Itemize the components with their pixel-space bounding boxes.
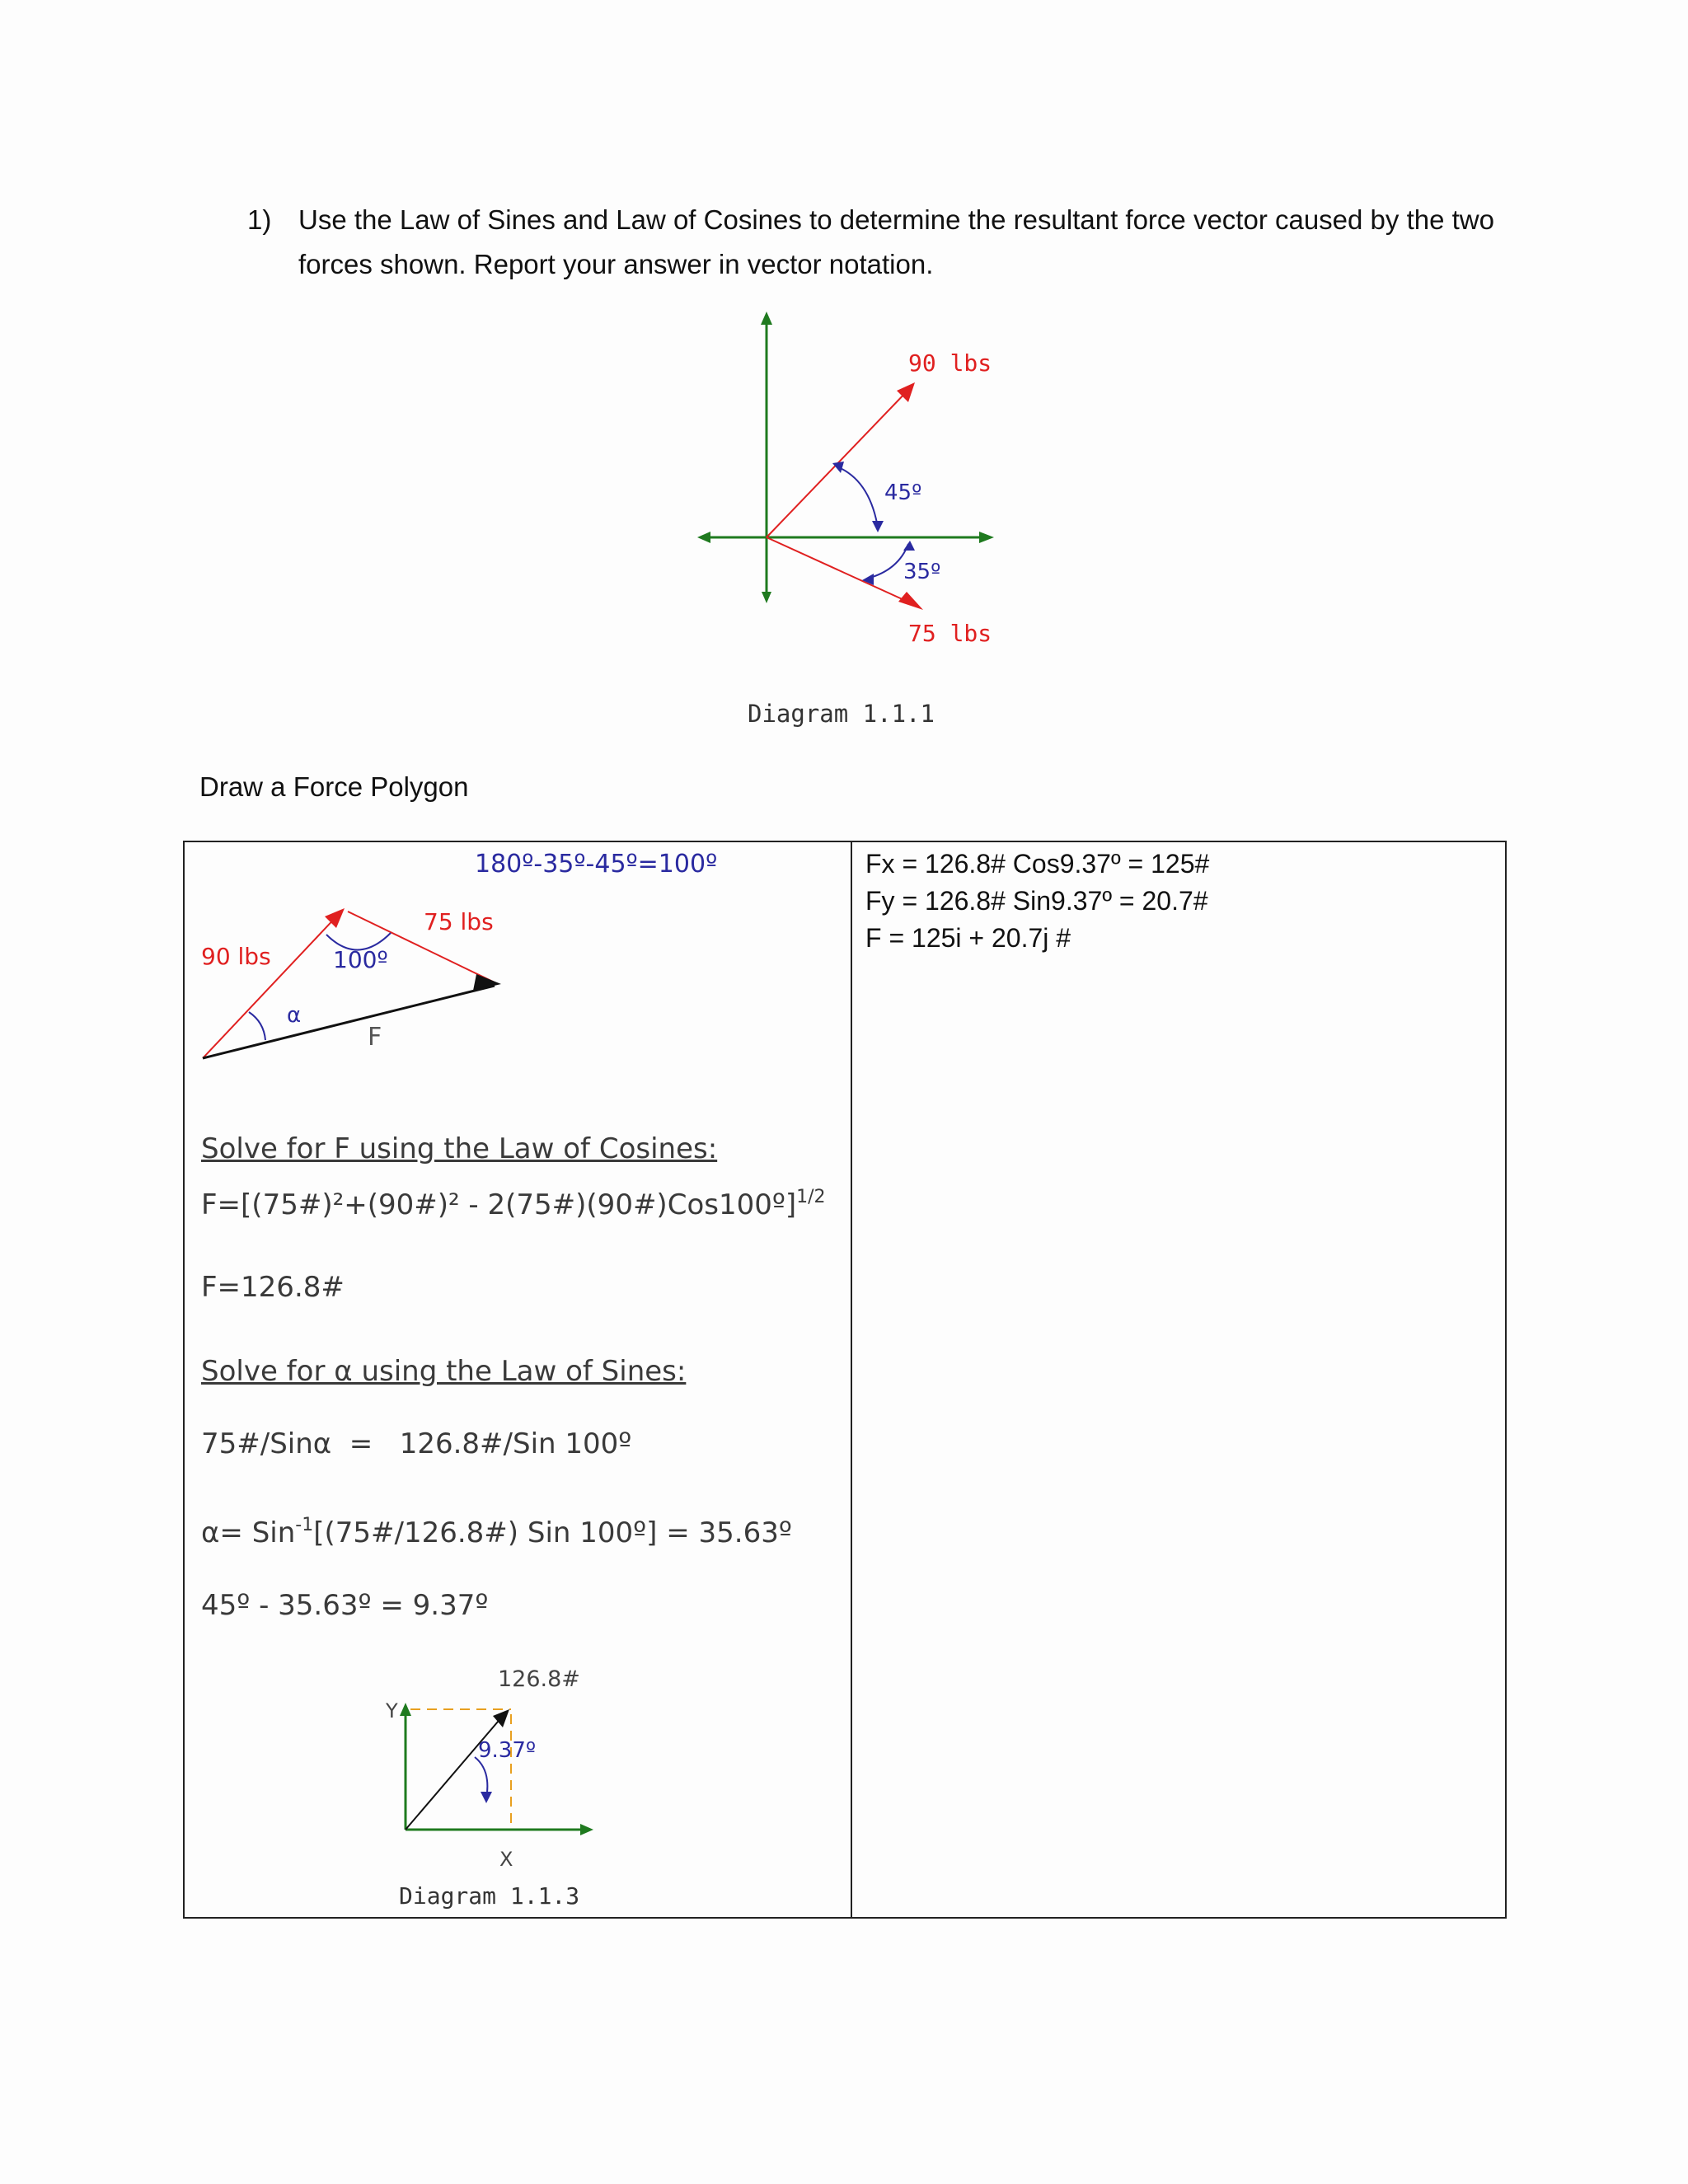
angle-937-arrow: [481, 1792, 492, 1803]
problem-number: 1): [247, 204, 272, 235]
angle-937-label: 9.37º: [478, 1738, 537, 1763]
answer-f: F = 125i + 20.7j #: [865, 923, 1071, 953]
y-component-arrow: [400, 1703, 411, 1716]
answer-fy: Fy = 126.8# Sin9.37º = 20.7#: [865, 886, 1208, 916]
alpha-eq-post: [(75#/126.8#) Sin 100º] = 35.63º: [313, 1516, 792, 1549]
force-diagram-1-1-1: [676, 305, 1022, 742]
magnitude-label: 126.8#: [498, 1666, 580, 1692]
diff-equation: 45º - 35.63º = 9.37º: [201, 1589, 489, 1622]
sines-equation: 75#/Sinα = 126.8#/Sin 100º: [201, 1427, 632, 1460]
polygon-90-side: [203, 913, 340, 1058]
diagram-1-1-3-caption-text: Diagram 1.1.3: [399, 1882, 580, 1910]
y-axis-label: Y: [386, 1699, 398, 1722]
f-result: F=126.8#: [201, 1271, 345, 1304]
angle-100-label: 100º: [333, 946, 388, 973]
sines-heading: Solve for α using the Law of Sines:: [201, 1355, 687, 1388]
angle-35-arc: [867, 544, 908, 579]
component-diagram-1-1-3: [349, 1633, 679, 1905]
answer-fx: Fx = 126.8# Cos9.37º = 125#: [865, 849, 1210, 879]
cosines-equation-exp: 1/2: [796, 1187, 826, 1207]
cosines-equation-main: F=[(75#)²+(90#)² - 2(75#)(90#)Cos100º]: [201, 1188, 797, 1221]
force-75-arrowhead: [898, 592, 923, 610]
resultant-f-label: F: [368, 1023, 382, 1052]
force-75-vector: [767, 537, 915, 605]
cosines-equation: [201, 1187, 826, 1221]
x-axis-arrow-left: [697, 532, 710, 543]
solution-table: [183, 841, 1507, 1919]
alpha-eq-exp: -1: [295, 1515, 314, 1535]
label-35-deg: 35º: [903, 560, 941, 584]
y-axis-arrow-up: [761, 312, 772, 325]
solution-cell-left: [184, 841, 851, 1918]
label-75-lbs: 75 lbs: [908, 620, 992, 647]
label-45-deg: 45º: [884, 480, 922, 505]
answer-cell-right: [851, 841, 1506, 1918]
alpha-equation: [201, 1515, 792, 1549]
resultant-vector: [406, 1716, 503, 1830]
polygon-90-label: 90 lbs: [201, 943, 271, 970]
angle-equation: 180º-35º-45º=100º: [475, 850, 718, 879]
alpha-label: α: [287, 1003, 302, 1028]
label-90-lbs: 90 lbs: [908, 349, 992, 377]
cosines-heading: Solve for F using the Law of Cosines:: [201, 1132, 718, 1165]
answers: [865, 846, 1209, 957]
alpha-arc: [249, 1012, 265, 1040]
angle-45-arrow-b: [872, 521, 884, 532]
section-title: Draw a Force Polygon: [199, 771, 469, 802]
x-axis-label: X: [499, 1848, 513, 1871]
resultant-f-line: [203, 986, 495, 1058]
x-component-arrow: [580, 1824, 593, 1835]
polygon-75-label: 75 lbs: [424, 908, 494, 935]
problem-text: Use the Law of Sines and Law of Cosines to determine the resultant force vector caused by the two forces shown. Report your answer in vector notation.: [298, 204, 1494, 279]
angle-35-arrow-b: [903, 541, 915, 551]
y-axis-arrow-down: [762, 592, 771, 603]
angle-45-arc: [837, 466, 878, 527]
force-polygon: [185, 842, 851, 1090]
diagram-caption: Diagram 1.1.1: [748, 700, 935, 728]
x-axis-arrow-right: [979, 532, 994, 543]
alpha-eq-pre: α= Sin: [201, 1516, 296, 1549]
